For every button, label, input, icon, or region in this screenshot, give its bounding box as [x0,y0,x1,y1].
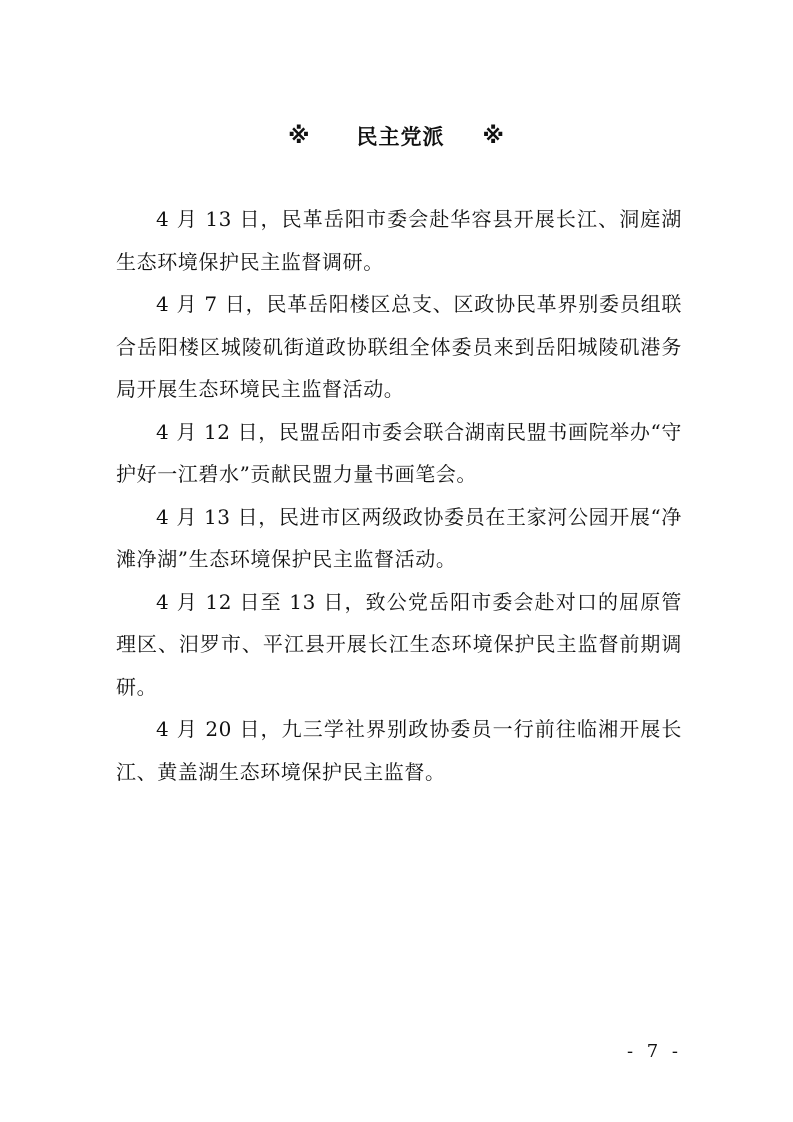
section-title: 民主党派 [356,125,445,149]
paragraph-3: 4 月 12 日，民盟岳阳市委会联合湖南民盟书画院举办“守护好一江碧水”贡献民盟力量书画笔会。 [116,419,682,486]
body-text [116,198,682,793]
section-heading [0,118,793,154]
paragraph-1: 4 月 13 日，民革岳阳市委会赴华容县开展长江、洞庭湖生态环境保护民主监督调研。 [116,207,682,274]
reference-mark-left-icon: ※ [288,123,311,149]
page-number: - 7 - [626,1041,682,1062]
paragraph-4: 4 月 13 日，民进市区两级政协委员在王家河公园开展“净滩净湖”生态环境保护民主监督活动。 [116,504,682,571]
reference-mark-right-icon: ※ [482,123,505,149]
paragraph-6: 4 月 20 日，九三学社界别政协委员一行前往临湘开展长江、黄盖湖生态环境保护民主监督。 [116,717,682,784]
paragraph-2: 4 月 7 日，民革岳阳楼区总支、区政协民革界别委员组联合岳阳楼区城陵矶街道政协联组全体委员来到岳阳城陵矶港务局开展生态环境民主监督活动。 [116,292,682,401]
paragraph-5: 4 月 12 日至 13 日，致公党岳阳市委会赴对口的屈原管理区、汨罗市、平江县开展长江生态环境保护民主监督前期调研。 [116,589,682,699]
